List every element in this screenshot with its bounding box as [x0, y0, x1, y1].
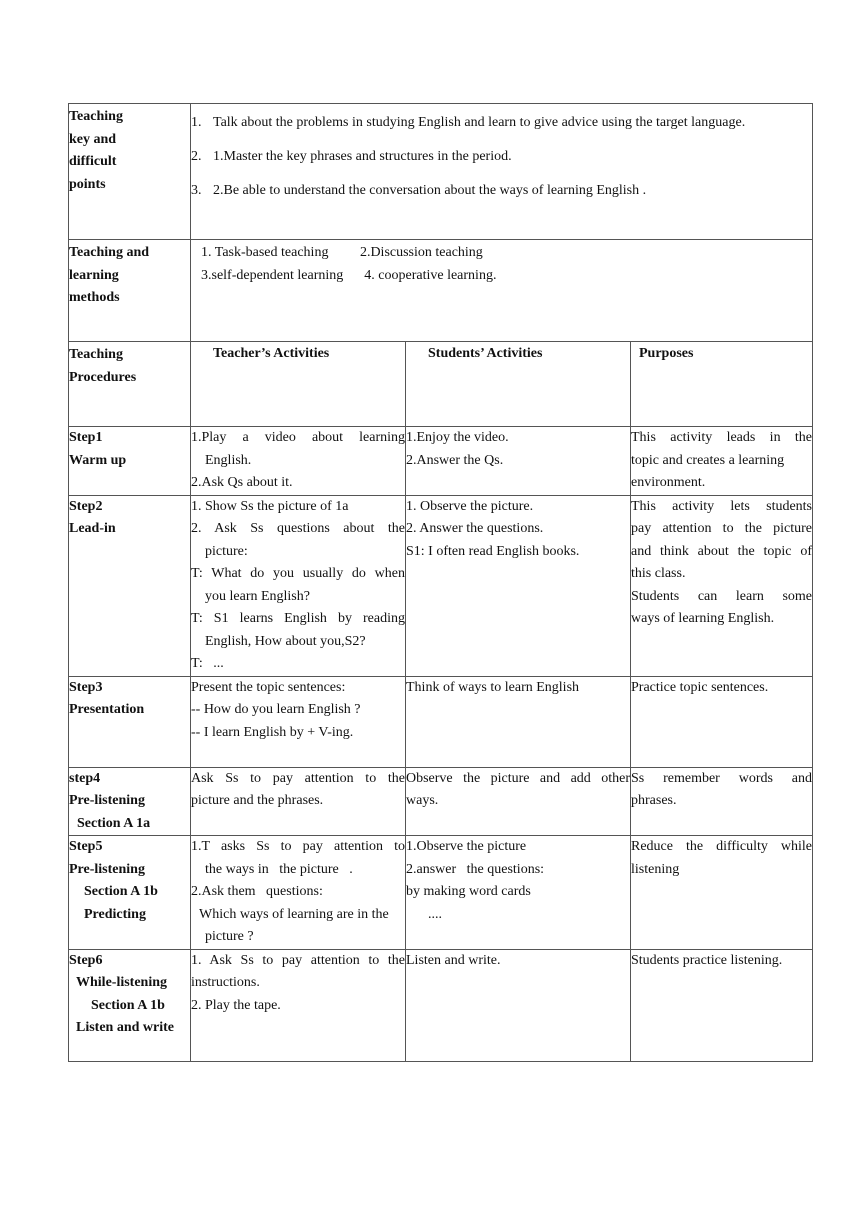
- step-section: Section A 1a: [77, 815, 151, 831]
- item-text: 1.Master the key phrases and structures in the period.: [213, 149, 512, 164]
- header-line: Procedures: [69, 369, 137, 385]
- column-header-teacher: Teacher’s Activities: [191, 342, 406, 427]
- list-item: [191, 106, 812, 140]
- text-line: 1.Play a video about learning: [191, 430, 405, 445]
- text-line: Practice topic sentences.: [631, 679, 769, 695]
- step-number: Step3: [69, 679, 103, 695]
- table-row: [69, 836, 813, 950]
- text-line: 1.Enjoy the video.: [406, 430, 509, 445]
- purposes: [631, 676, 813, 767]
- text-line: instructions.: [191, 975, 260, 990]
- header-line: key and: [69, 131, 117, 147]
- key-points-content: [191, 104, 813, 240]
- step-activity: Predicting: [84, 906, 146, 922]
- text-line: -- I learn English by + V-ing.: [191, 724, 354, 740]
- step-label: [69, 495, 191, 676]
- text-line: 1. Observe the picture.: [406, 498, 534, 514]
- header-line: difficult: [69, 154, 117, 169]
- text-line: 2. Play the tape.: [191, 997, 281, 1013]
- step-label: [69, 767, 191, 836]
- step-number: Step2: [69, 498, 103, 514]
- text-line: Reduce the difficulty while: [631, 839, 813, 854]
- list-item: [191, 140, 812, 174]
- table-row: [69, 767, 813, 836]
- methods-line: 1. Task-based teaching 2.Discussion teaching: [201, 245, 483, 260]
- item-text: Talk about the problems in studying English and learn to give advice using the target language.: [213, 115, 746, 130]
- step-label: [69, 836, 191, 950]
- step-section: Section A 1b: [91, 997, 165, 1013]
- purposes: [631, 767, 813, 836]
- item-number: 2.: [191, 149, 202, 164]
- text-line: picture ?: [205, 929, 254, 944]
- text-line: -- How do you learn English ?: [191, 702, 361, 717]
- step-title: Pre-listening: [69, 861, 145, 877]
- text-line: ways.: [406, 793, 439, 808]
- text-line: the ways in the picture .: [205, 861, 353, 877]
- text-line: ways of learning English.: [631, 611, 775, 626]
- step-number: Step6: [69, 952, 103, 968]
- teacher-activities: [191, 495, 406, 676]
- header-line: Teaching: [69, 347, 123, 362]
- column-header-purposes: Purposes: [631, 342, 813, 427]
- purposes: [631, 836, 813, 950]
- text-line: Which ways of learning are in the: [199, 906, 389, 922]
- step-title: While-listening: [76, 975, 168, 990]
- text-line: listening: [631, 861, 680, 877]
- text-line: this class.: [631, 566, 686, 581]
- step-number: Step5: [69, 839, 103, 854]
- text-line: Ss remember words and: [631, 770, 813, 786]
- header-line: Teaching and: [69, 245, 150, 260]
- text-line: 1. Ask Ss to pay attention to the: [191, 952, 405, 968]
- teacher-activities: [191, 949, 406, 1061]
- step-title: Pre-listening: [69, 793, 145, 808]
- text-line: Listen and write.: [406, 952, 501, 968]
- text-line: 2. Ask Ss questions about the: [191, 521, 405, 536]
- text-line: Students can learn some: [631, 588, 813, 604]
- student-activities: [406, 949, 631, 1061]
- step-label: [69, 427, 191, 496]
- list-item: [191, 174, 812, 208]
- text-line: by making word cards: [406, 884, 531, 899]
- text-line: 2. Answer the questions.: [406, 521, 544, 536]
- purposes: [631, 495, 813, 676]
- text-line: you learn English?: [205, 588, 310, 604]
- lesson-plan-table: [68, 103, 813, 1062]
- text-line: phrases.: [631, 793, 677, 808]
- methods-content: [191, 240, 813, 342]
- text-line: S1: I often read English books.: [406, 543, 580, 559]
- text-line: T: ...: [191, 656, 224, 671]
- procedures-header-row: [69, 342, 813, 427]
- text-line: English, How about you,S2?: [205, 633, 366, 649]
- teacher-activities: [191, 676, 406, 767]
- step-title: Presentation: [69, 702, 145, 717]
- table-row: [69, 495, 813, 676]
- teacher-activities: [191, 427, 406, 496]
- purposes: [631, 427, 813, 496]
- teacher-activities: [191, 767, 406, 836]
- step-section: Section A 1b: [84, 884, 158, 899]
- text-line: 2.Ask Qs about it.: [191, 475, 293, 490]
- step-number: Step1: [69, 430, 103, 445]
- text-line: picture and the phrases.: [191, 793, 324, 808]
- step-title: Warm up: [69, 452, 127, 468]
- step-activity: Listen and write: [76, 1020, 174, 1035]
- purposes: [631, 949, 813, 1061]
- text-line: Present the topic sentences:: [191, 679, 346, 695]
- key-points-row: [69, 104, 813, 240]
- procedures-header: [69, 342, 191, 427]
- text-line: Students practice listening.: [631, 952, 783, 968]
- student-activities: [406, 495, 631, 676]
- header-line: learning: [69, 267, 119, 283]
- text-line: 1.T asks Ss to pay attention to: [191, 839, 405, 854]
- text-line: 2.answer the questions:: [406, 861, 545, 877]
- step-number: step4: [69, 770, 101, 786]
- teacher-activities: [191, 836, 406, 950]
- header-line: methods: [69, 290, 120, 305]
- text-line: English.: [205, 452, 252, 468]
- text-line: Ask Ss to pay attention to the: [191, 770, 405, 786]
- student-activities: [406, 836, 631, 950]
- step-title: Lead-in: [69, 521, 116, 536]
- key-points-list: [191, 106, 812, 208]
- column-header-students: Students’ Activities: [406, 342, 631, 427]
- text-line: 2.Ask them questions:: [191, 884, 323, 899]
- methods-line: 3.self-dependent learning 4. cooperative learning.: [201, 267, 497, 283]
- text-line: ....: [428, 906, 442, 922]
- student-activities: [406, 427, 631, 496]
- text-line: 2.Answer the Qs.: [406, 452, 504, 468]
- step-label: [69, 949, 191, 1061]
- text-line: 1.Observe the picture: [406, 839, 527, 854]
- text-line: pay attention to the picture: [631, 521, 813, 536]
- text-line: Think of ways to learn English: [406, 679, 580, 695]
- text-line: environment.: [631, 475, 706, 490]
- text-line: T: What do you usually do when: [191, 566, 405, 581]
- text-line: topic and creates a learning: [631, 452, 785, 468]
- item-number: 3.: [191, 183, 202, 198]
- text-line: This activity lets students: [631, 498, 813, 514]
- text-line: T: S1 learns English by reading: [191, 611, 405, 626]
- student-activities: [406, 767, 631, 836]
- table-row: [69, 949, 813, 1061]
- text-line: 1. Show Ss the picture of 1a: [191, 498, 349, 514]
- methods-header: [69, 240, 191, 342]
- student-activities: [406, 676, 631, 767]
- item-text: 2.Be able to understand the conversation about the ways of learning English .: [213, 183, 647, 198]
- text-line: This activity leads in the: [631, 430, 813, 445]
- methods-row: [69, 240, 813, 342]
- step-label: [69, 676, 191, 767]
- text-line: picture:: [205, 543, 248, 559]
- text-line: Observe the picture and add other: [406, 770, 630, 786]
- header-line: points: [69, 176, 106, 192]
- key-points-header: [69, 104, 191, 240]
- table-row: [69, 427, 813, 496]
- header-line: Teaching: [69, 109, 123, 124]
- text-line: and think about the topic of: [631, 543, 813, 559]
- table-row: [69, 676, 813, 767]
- item-number: 1.: [191, 115, 202, 130]
